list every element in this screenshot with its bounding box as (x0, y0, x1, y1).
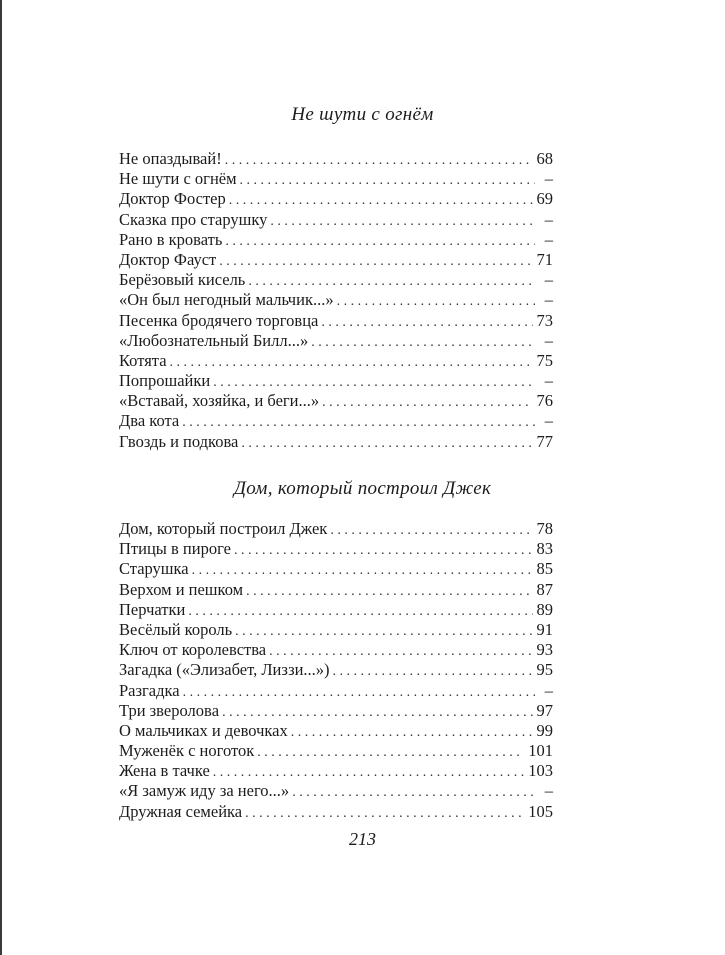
toc-entry-page: 87 (536, 579, 553, 599)
toc-entry-page: 76 (536, 391, 553, 411)
dot-leader (225, 232, 535, 252)
dot-leader (330, 521, 532, 541)
section-title-2: Дом, который построил Джек (233, 478, 492, 499)
toc-entry-title: «Вставай, хозяйка, и беги...» (119, 391, 320, 411)
page-number: 213 (349, 829, 376, 849)
toc-entry (119, 250, 553, 270)
toc-entry-page: 103 (528, 761, 553, 781)
toc-list-section-1 (119, 149, 553, 452)
toc-entry (119, 580, 553, 600)
toc-entry (119, 270, 553, 290)
toc-entry (119, 149, 553, 169)
dot-leader (182, 413, 535, 433)
dot-leader (188, 602, 532, 622)
toc-entry-title: О мальчиках и девочках (119, 720, 288, 740)
toc-entry-title: Загадка («Элизабет, Лиззи...») (119, 660, 330, 680)
toc-entry-title: Верхом и пешком (119, 579, 244, 599)
toc-entry-page: 83 (536, 539, 553, 559)
toc-entry-page: – (544, 290, 553, 310)
toc-entry-title: Не шути с огнём (119, 169, 237, 189)
toc-entry-title: «Он был негодный мальчик...» (119, 290, 334, 310)
dot-leader (291, 723, 533, 743)
toc-entry-title: Жена в тачке (119, 761, 210, 781)
toc-entry (119, 290, 553, 310)
toc-entry-page: 75 (536, 350, 553, 370)
dot-leader (269, 642, 532, 662)
toc-entry-page: 89 (536, 599, 553, 619)
toc-entry-title: Доктор Фауст (119, 249, 217, 269)
toc-entry-title: Рано в кровать (119, 229, 223, 249)
toc-entry-title: Птицы в пироге (119, 539, 231, 559)
toc-entry-title: Дружная семейка (119, 801, 243, 821)
toc-entry-title: Ключ от королевства (119, 640, 267, 660)
toc-entry (119, 721, 553, 741)
toc-entry (119, 432, 553, 452)
toc-entry (119, 761, 553, 781)
dot-leader (213, 373, 535, 393)
dot-leader (322, 393, 532, 413)
dot-leader (219, 252, 532, 272)
toc-entry-page: 77 (536, 431, 553, 451)
toc-entry-title: Песенка бродячего торговца (119, 310, 319, 330)
toc-entry-page: – (544, 229, 553, 249)
dot-leader (246, 582, 532, 602)
dot-leader (234, 541, 533, 561)
toc-entry-title: Два кота (119, 411, 180, 431)
toc-entry-page: 91 (536, 619, 553, 639)
toc-entry-page: 71 (536, 249, 553, 269)
toc-entry-page: 85 (536, 559, 553, 579)
toc-entry-page: 97 (536, 700, 553, 720)
toc-entry-page: 73 (536, 310, 553, 330)
toc-entry (119, 189, 553, 209)
toc-entry-page: – (544, 411, 553, 431)
dot-leader (170, 353, 533, 373)
section-title-1: Не шути с огнём (291, 104, 434, 125)
toc-entry-title: Муженёк с ноготок (119, 741, 255, 761)
toc-entry-title: Три звероловa (119, 700, 220, 720)
toc-entry-title: Котята (119, 350, 167, 370)
toc-entry-title: Весёлый король (119, 619, 233, 639)
dot-leader (222, 703, 532, 723)
toc-entry-title: Старушка (119, 559, 189, 579)
toc-entry-page: – (544, 330, 553, 350)
toc-entry (119, 351, 553, 371)
dot-leader (235, 622, 532, 642)
dot-leader (270, 212, 535, 232)
dot-leader (225, 151, 533, 171)
toc-entry-page: – (544, 209, 553, 229)
toc-entry-title: «Любознательный Билл...» (119, 330, 309, 350)
toc-entry-page: – (544, 781, 553, 801)
toc-entry (119, 741, 553, 761)
dot-leader (257, 743, 524, 763)
toc-entry-page: – (544, 371, 553, 391)
toc-entry (119, 519, 553, 539)
toc-entry-page: – (544, 169, 553, 189)
toc-list-section-2 (119, 519, 553, 822)
toc-entry-title: Берёзовый кисель (119, 270, 246, 290)
toc-entry-page: 69 (536, 189, 553, 209)
toc-entry-page: 105 (528, 801, 553, 821)
toc-entry-page: – (544, 680, 553, 700)
toc-entry-page: 93 (536, 640, 553, 660)
dot-leader (333, 662, 533, 682)
dot-leader (248, 272, 535, 292)
toc-entry (119, 371, 553, 391)
toc-entry-page: 101 (528, 741, 553, 761)
toc-entry-page: 99 (536, 720, 553, 740)
dot-leader (192, 561, 533, 581)
dot-leader (321, 313, 532, 333)
toc-entry-title: Перчатки (119, 599, 186, 619)
toc-entry-title: Разгадка (119, 680, 180, 700)
toc-entry (119, 230, 553, 250)
toc-entry-title: Дом, который построил Джек (119, 519, 328, 538)
dot-leader (241, 434, 532, 454)
toc-entry (119, 802, 553, 822)
dot-leader (240, 171, 535, 191)
toc-entry-page: 95 (536, 660, 553, 680)
toc-entry (119, 331, 553, 351)
toc-entry-title: Сказка про старушку (119, 209, 268, 229)
dot-leader (337, 292, 535, 312)
dot-leader (229, 191, 533, 211)
toc-entry-page: – (544, 270, 553, 290)
toc-entry (119, 681, 553, 701)
toc-entry (119, 539, 553, 559)
dot-leader (311, 333, 535, 353)
dot-leader (183, 683, 535, 703)
toc-entry (119, 559, 553, 579)
toc-entry (119, 660, 553, 680)
toc-entry-title: «Я замуж иду за него...» (119, 781, 290, 801)
toc-entry (119, 600, 553, 620)
toc-entry (119, 169, 553, 189)
dot-leader (292, 783, 535, 803)
toc-entry (119, 640, 553, 660)
toc-entry-title: Доктор Фостер (119, 189, 226, 209)
toc-entry (119, 210, 553, 230)
toc-entry (119, 701, 553, 721)
toc-entry-title: Попрошайки (119, 371, 211, 391)
toc-entry (119, 411, 553, 431)
toc-entry (119, 620, 553, 640)
toc-entry-title: Не опаздывай! (119, 149, 222, 168)
toc-entry (119, 391, 553, 411)
toc-entry-page: 68 (536, 149, 553, 168)
toc-entry (119, 781, 553, 801)
toc-entry (119, 311, 553, 331)
toc-entry-title: Гвоздь и подкова (119, 431, 239, 451)
dot-leader (245, 804, 524, 824)
toc-entry-page: 78 (536, 519, 553, 538)
dot-leader (213, 763, 524, 783)
